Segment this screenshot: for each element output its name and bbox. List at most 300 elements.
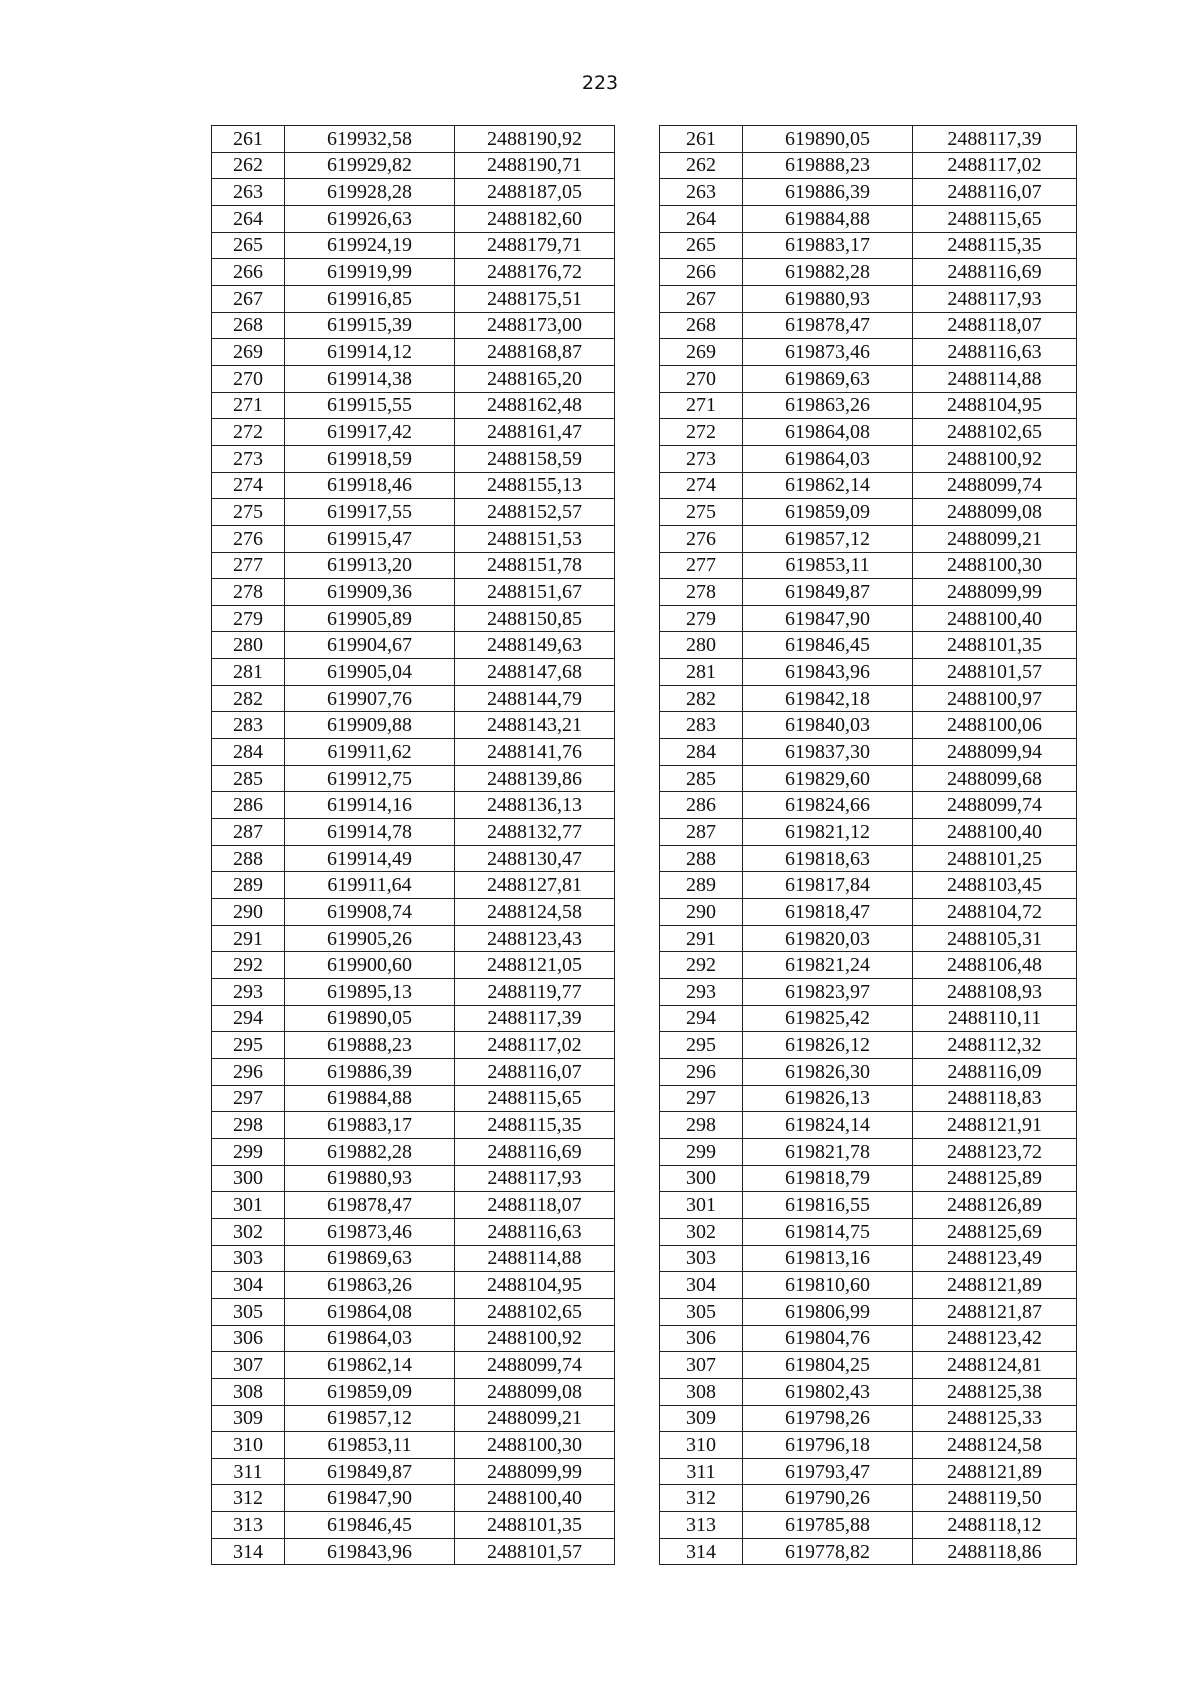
right-x-coordinate: 619862,14 <box>743 472 913 499</box>
table-row <box>212 952 1077 979</box>
left-y-coordinate: 2488151,78 <box>455 552 615 579</box>
table-row <box>212 499 1077 526</box>
left-point-number: 271 <box>212 392 285 419</box>
right-y-coordinate: 2488099,99 <box>913 579 1077 606</box>
left-y-coordinate: 2488161,47 <box>455 419 615 446</box>
left-y-coordinate: 2488114,88 <box>455 1245 615 1272</box>
left-point-number: 304 <box>212 1272 285 1299</box>
coordinates-table <box>211 125 1077 1565</box>
right-point-number: 301 <box>660 1192 743 1219</box>
right-point-number: 289 <box>660 872 743 899</box>
table-row <box>212 392 1077 419</box>
left-x-coordinate: 619905,89 <box>285 605 455 632</box>
left-x-coordinate: 619862,14 <box>285 1352 455 1379</box>
left-x-coordinate: 619900,60 <box>285 952 455 979</box>
left-point-number: 314 <box>212 1538 285 1565</box>
left-x-coordinate: 619909,88 <box>285 712 455 739</box>
left-y-coordinate: 2488116,07 <box>455 1058 615 1085</box>
table-row <box>212 659 1077 686</box>
table-row <box>212 1005 1077 1032</box>
right-x-coordinate: 619884,88 <box>743 205 913 232</box>
right-point-number: 264 <box>660 205 743 232</box>
table-row <box>212 1458 1077 1485</box>
empty-separator-cell <box>615 925 660 952</box>
right-x-coordinate: 619793,47 <box>743 1458 913 1485</box>
right-y-coordinate: 2488105,31 <box>913 925 1077 952</box>
right-y-coordinate: 2488125,33 <box>913 1405 1077 1432</box>
left-y-coordinate: 2488155,13 <box>455 472 615 499</box>
left-point-number: 274 <box>212 472 285 499</box>
empty-separator-cell <box>615 205 660 232</box>
right-x-coordinate: 619813,16 <box>743 1245 913 1272</box>
left-y-coordinate: 2488127,81 <box>455 872 615 899</box>
right-point-number: 309 <box>660 1405 743 1432</box>
empty-separator-cell <box>615 499 660 526</box>
left-point-number: 267 <box>212 285 285 312</box>
left-y-coordinate: 2488173,00 <box>455 312 615 339</box>
empty-separator-cell <box>615 1378 660 1405</box>
empty-separator-cell <box>615 232 660 259</box>
table-row <box>212 285 1077 312</box>
left-y-coordinate: 2488101,57 <box>455 1538 615 1565</box>
right-y-coordinate: 2488101,57 <box>913 659 1077 686</box>
right-point-number: 299 <box>660 1138 743 1165</box>
left-point-number: 280 <box>212 632 285 659</box>
left-point-number: 269 <box>212 339 285 366</box>
right-y-coordinate: 2488116,63 <box>913 339 1077 366</box>
table-row <box>212 1272 1077 1299</box>
left-x-coordinate: 619911,64 <box>285 872 455 899</box>
right-point-number: 262 <box>660 152 743 179</box>
right-x-coordinate: 619859,09 <box>743 499 913 526</box>
empty-separator-cell <box>615 1218 660 1245</box>
left-y-coordinate: 2488099,99 <box>455 1458 615 1485</box>
left-x-coordinate: 619905,26 <box>285 925 455 952</box>
left-point-number: 306 <box>212 1325 285 1352</box>
right-y-coordinate: 2488103,45 <box>913 872 1077 899</box>
left-point-number: 261 <box>212 126 285 153</box>
right-x-coordinate: 619888,23 <box>743 152 913 179</box>
right-y-coordinate: 2488102,65 <box>913 419 1077 446</box>
right-point-number: 266 <box>660 259 743 286</box>
right-x-coordinate: 619821,78 <box>743 1138 913 1165</box>
left-y-coordinate: 2488179,71 <box>455 232 615 259</box>
left-x-coordinate: 619859,09 <box>285 1378 455 1405</box>
left-y-coordinate: 2488102,65 <box>455 1298 615 1325</box>
table-row <box>212 1352 1077 1379</box>
left-x-coordinate: 619912,75 <box>285 765 455 792</box>
left-point-number: 302 <box>212 1218 285 1245</box>
right-point-number: 305 <box>660 1298 743 1325</box>
left-y-coordinate: 2488100,30 <box>455 1432 615 1459</box>
left-x-coordinate: 619914,38 <box>285 365 455 392</box>
right-y-coordinate: 2488125,89 <box>913 1165 1077 1192</box>
left-point-number: 285 <box>212 765 285 792</box>
right-x-coordinate: 619847,90 <box>743 605 913 632</box>
right-x-coordinate: 619864,08 <box>743 419 913 446</box>
right-point-number: 290 <box>660 899 743 926</box>
table-row <box>212 259 1077 286</box>
right-y-coordinate: 2488118,12 <box>913 1512 1077 1539</box>
table-row <box>212 765 1077 792</box>
empty-separator-cell <box>615 525 660 552</box>
left-y-coordinate: 2488151,67 <box>455 579 615 606</box>
empty-separator-cell <box>615 1112 660 1139</box>
left-point-number: 275 <box>212 499 285 526</box>
right-y-coordinate: 2488104,72 <box>913 899 1077 926</box>
left-point-number: 282 <box>212 685 285 712</box>
right-y-coordinate: 2488106,48 <box>913 952 1077 979</box>
right-x-coordinate: 619843,96 <box>743 659 913 686</box>
right-point-number: 292 <box>660 952 743 979</box>
left-point-number: 292 <box>212 952 285 979</box>
left-point-number: 262 <box>212 152 285 179</box>
left-point-number: 307 <box>212 1352 285 1379</box>
right-point-number: 284 <box>660 739 743 766</box>
table-row <box>212 1512 1077 1539</box>
left-x-coordinate: 619886,39 <box>285 1058 455 1085</box>
left-x-coordinate: 619911,62 <box>285 739 455 766</box>
empty-separator-cell <box>615 659 660 686</box>
left-point-number: 290 <box>212 899 285 926</box>
left-y-coordinate: 2488117,02 <box>455 1032 615 1059</box>
left-point-number: 291 <box>212 925 285 952</box>
left-point-number: 309 <box>212 1405 285 1432</box>
left-y-coordinate: 2488100,92 <box>455 1325 615 1352</box>
table-row <box>212 925 1077 952</box>
table-row <box>212 819 1077 846</box>
left-x-coordinate: 619883,17 <box>285 1112 455 1139</box>
empty-separator-cell <box>615 445 660 472</box>
left-y-coordinate: 2488132,77 <box>455 819 615 846</box>
right-y-coordinate: 2488100,40 <box>913 605 1077 632</box>
left-x-coordinate: 619880,93 <box>285 1165 455 1192</box>
left-point-number: 264 <box>212 205 285 232</box>
left-x-coordinate: 619873,46 <box>285 1218 455 1245</box>
right-x-coordinate: 619823,97 <box>743 979 913 1006</box>
left-y-coordinate: 2488150,85 <box>455 605 615 632</box>
left-y-coordinate: 2488116,69 <box>455 1138 615 1165</box>
right-y-coordinate: 2488099,08 <box>913 499 1077 526</box>
right-y-coordinate: 2488100,97 <box>913 685 1077 712</box>
right-point-number: 275 <box>660 499 743 526</box>
left-y-coordinate: 2488099,74 <box>455 1352 615 1379</box>
empty-separator-cell <box>615 605 660 632</box>
right-x-coordinate: 619825,42 <box>743 1005 913 1032</box>
right-point-number: 310 <box>660 1432 743 1459</box>
empty-separator-cell <box>615 739 660 766</box>
right-point-number: 270 <box>660 365 743 392</box>
right-x-coordinate: 619849,87 <box>743 579 913 606</box>
table-row <box>212 152 1077 179</box>
empty-separator-cell <box>615 1325 660 1352</box>
table-row <box>212 1245 1077 1272</box>
empty-separator-cell <box>615 1058 660 1085</box>
left-point-number: 266 <box>212 259 285 286</box>
left-y-coordinate: 2488158,59 <box>455 445 615 472</box>
left-point-number: 300 <box>212 1165 285 1192</box>
left-x-coordinate: 619914,49 <box>285 845 455 872</box>
empty-separator-cell <box>615 1005 660 1032</box>
left-point-number: 310 <box>212 1432 285 1459</box>
right-point-number: 265 <box>660 232 743 259</box>
left-x-coordinate: 619864,03 <box>285 1325 455 1352</box>
left-point-number: 308 <box>212 1378 285 1405</box>
right-x-coordinate: 619840,03 <box>743 712 913 739</box>
right-point-number: 267 <box>660 285 743 312</box>
left-y-coordinate: 2488118,07 <box>455 1192 615 1219</box>
right-y-coordinate: 2488123,72 <box>913 1138 1077 1165</box>
right-point-number: 311 <box>660 1458 743 1485</box>
left-x-coordinate: 619853,11 <box>285 1432 455 1459</box>
right-point-number: 298 <box>660 1112 743 1139</box>
left-x-coordinate: 619847,90 <box>285 1485 455 1512</box>
right-y-coordinate: 2488118,07 <box>913 312 1077 339</box>
left-point-number: 276 <box>212 525 285 552</box>
table-row <box>212 872 1077 899</box>
left-x-coordinate: 619915,55 <box>285 392 455 419</box>
right-point-number: 273 <box>660 445 743 472</box>
left-x-coordinate: 619929,82 <box>285 152 455 179</box>
right-point-number: 300 <box>660 1165 743 1192</box>
right-point-number: 302 <box>660 1218 743 1245</box>
right-point-number: 297 <box>660 1085 743 1112</box>
right-x-coordinate: 619798,26 <box>743 1405 913 1432</box>
right-y-coordinate: 2488100,30 <box>913 552 1077 579</box>
left-y-coordinate: 2488144,79 <box>455 685 615 712</box>
right-y-coordinate: 2488121,91 <box>913 1112 1077 1139</box>
left-x-coordinate: 619928,28 <box>285 179 455 206</box>
right-x-coordinate: 619785,88 <box>743 1512 913 1539</box>
left-x-coordinate: 619888,23 <box>285 1032 455 1059</box>
left-y-coordinate: 2488101,35 <box>455 1512 615 1539</box>
empty-separator-cell <box>615 1405 660 1432</box>
right-y-coordinate: 2488115,35 <box>913 232 1077 259</box>
right-x-coordinate: 619778,82 <box>743 1538 913 1565</box>
empty-separator-cell <box>615 1085 660 1112</box>
right-x-coordinate: 619804,25 <box>743 1352 913 1379</box>
left-point-number: 301 <box>212 1192 285 1219</box>
left-point-number: 281 <box>212 659 285 686</box>
right-point-number: 281 <box>660 659 743 686</box>
right-x-coordinate: 619864,03 <box>743 445 913 472</box>
left-point-number: 284 <box>212 739 285 766</box>
left-y-coordinate: 2488182,60 <box>455 205 615 232</box>
left-x-coordinate: 619926,63 <box>285 205 455 232</box>
empty-separator-cell <box>615 952 660 979</box>
table-row <box>212 1432 1077 1459</box>
right-point-number: 274 <box>660 472 743 499</box>
table-row <box>212 1378 1077 1405</box>
empty-separator-cell <box>615 792 660 819</box>
empty-separator-cell <box>615 419 660 446</box>
left-x-coordinate: 619919,99 <box>285 259 455 286</box>
table-row <box>212 339 1077 366</box>
table-row <box>212 472 1077 499</box>
empty-separator-cell <box>615 1032 660 1059</box>
left-y-coordinate: 2488190,92 <box>455 126 615 153</box>
empty-separator-cell <box>615 579 660 606</box>
empty-separator-cell <box>615 845 660 872</box>
left-point-number: 289 <box>212 872 285 899</box>
empty-separator-cell <box>615 1512 660 1539</box>
right-x-coordinate: 619818,79 <box>743 1165 913 1192</box>
right-y-coordinate: 2488118,86 <box>913 1538 1077 1565</box>
left-y-coordinate: 2488162,48 <box>455 392 615 419</box>
left-y-coordinate: 2488100,40 <box>455 1485 615 1512</box>
right-y-coordinate: 2488108,93 <box>913 979 1077 1006</box>
left-y-coordinate: 2488176,72 <box>455 259 615 286</box>
table-row <box>212 445 1077 472</box>
table-row <box>212 845 1077 872</box>
right-x-coordinate: 619837,30 <box>743 739 913 766</box>
left-x-coordinate: 619846,45 <box>285 1512 455 1539</box>
left-y-coordinate: 2488149,63 <box>455 632 615 659</box>
right-y-coordinate: 2488117,02 <box>913 152 1077 179</box>
right-x-coordinate: 619846,45 <box>743 632 913 659</box>
table-row <box>212 899 1077 926</box>
table-row <box>212 312 1077 339</box>
right-point-number: 308 <box>660 1378 743 1405</box>
right-x-coordinate: 619821,24 <box>743 952 913 979</box>
table-row <box>212 1138 1077 1165</box>
left-x-coordinate: 619863,26 <box>285 1272 455 1299</box>
right-x-coordinate: 619824,14 <box>743 1112 913 1139</box>
left-point-number: 293 <box>212 979 285 1006</box>
table-row <box>212 525 1077 552</box>
left-x-coordinate: 619849,87 <box>285 1458 455 1485</box>
empty-separator-cell <box>615 552 660 579</box>
left-y-coordinate: 2488115,65 <box>455 1085 615 1112</box>
empty-separator-cell <box>615 472 660 499</box>
empty-separator-cell <box>615 1485 660 1512</box>
left-y-coordinate: 2488117,93 <box>455 1165 615 1192</box>
empty-separator-cell <box>615 685 660 712</box>
left-x-coordinate: 619924,19 <box>285 232 455 259</box>
right-point-number: 304 <box>660 1272 743 1299</box>
left-point-number: 298 <box>212 1112 285 1139</box>
right-y-coordinate: 2488117,93 <box>913 285 1077 312</box>
right-x-coordinate: 619857,12 <box>743 525 913 552</box>
left-x-coordinate: 619918,46 <box>285 472 455 499</box>
left-point-number: 283 <box>212 712 285 739</box>
right-point-number: 263 <box>660 179 743 206</box>
right-x-coordinate: 619826,13 <box>743 1085 913 1112</box>
empty-separator-cell <box>615 979 660 1006</box>
left-point-number: 296 <box>212 1058 285 1085</box>
table-row <box>212 552 1077 579</box>
right-x-coordinate: 619882,28 <box>743 259 913 286</box>
left-point-number: 287 <box>212 819 285 846</box>
left-x-coordinate: 619890,05 <box>285 1005 455 1032</box>
left-y-coordinate: 2488139,86 <box>455 765 615 792</box>
left-x-coordinate: 619914,12 <box>285 339 455 366</box>
empty-separator-cell <box>615 1165 660 1192</box>
empty-separator-cell <box>615 1458 660 1485</box>
left-point-number: 297 <box>212 1085 285 1112</box>
empty-separator-cell <box>615 126 660 153</box>
right-point-number: 268 <box>660 312 743 339</box>
right-point-number: 285 <box>660 765 743 792</box>
left-x-coordinate: 619864,08 <box>285 1298 455 1325</box>
empty-separator-cell <box>615 179 660 206</box>
empty-separator-cell <box>615 339 660 366</box>
right-point-number: 269 <box>660 339 743 366</box>
right-x-coordinate: 619814,75 <box>743 1218 913 1245</box>
table-row <box>212 1165 1077 1192</box>
left-point-number: 312 <box>212 1485 285 1512</box>
right-point-number: 271 <box>660 392 743 419</box>
coordinates-table-body <box>212 126 1077 1565</box>
right-x-coordinate: 619863,26 <box>743 392 913 419</box>
empty-separator-cell <box>615 899 660 926</box>
left-x-coordinate: 619905,04 <box>285 659 455 686</box>
table-row <box>212 712 1077 739</box>
left-x-coordinate: 619917,42 <box>285 419 455 446</box>
empty-separator-cell <box>615 312 660 339</box>
right-x-coordinate: 619817,84 <box>743 872 913 899</box>
right-y-coordinate: 2488101,25 <box>913 845 1077 872</box>
right-x-coordinate: 619842,18 <box>743 685 913 712</box>
right-x-coordinate: 619818,63 <box>743 845 913 872</box>
left-point-number: 268 <box>212 312 285 339</box>
right-x-coordinate: 619853,11 <box>743 552 913 579</box>
right-y-coordinate: 2488100,06 <box>913 712 1077 739</box>
empty-separator-cell <box>615 872 660 899</box>
right-y-coordinate: 2488121,89 <box>913 1458 1077 1485</box>
left-y-coordinate: 2488123,43 <box>455 925 615 952</box>
left-x-coordinate: 619913,20 <box>285 552 455 579</box>
right-y-coordinate: 2488099,74 <box>913 792 1077 819</box>
left-y-coordinate: 2488119,77 <box>455 979 615 1006</box>
right-x-coordinate: 619826,30 <box>743 1058 913 1085</box>
table-row <box>212 1218 1077 1245</box>
table-row <box>212 605 1077 632</box>
left-x-coordinate: 619918,59 <box>285 445 455 472</box>
right-y-coordinate: 2488118,83 <box>913 1085 1077 1112</box>
right-x-coordinate: 619796,18 <box>743 1432 913 1459</box>
right-point-number: 307 <box>660 1352 743 1379</box>
right-y-coordinate: 2488126,89 <box>913 1192 1077 1219</box>
right-y-coordinate: 2488121,89 <box>913 1272 1077 1299</box>
left-point-number: 263 <box>212 179 285 206</box>
right-point-number: 283 <box>660 712 743 739</box>
table-row <box>212 1058 1077 1085</box>
table-row <box>212 1112 1077 1139</box>
left-point-number: 270 <box>212 365 285 392</box>
left-x-coordinate: 619917,55 <box>285 499 455 526</box>
empty-separator-cell <box>615 285 660 312</box>
empty-separator-cell <box>615 1432 660 1459</box>
right-point-number: 291 <box>660 925 743 952</box>
left-y-coordinate: 2488143,21 <box>455 712 615 739</box>
left-point-number: 288 <box>212 845 285 872</box>
left-x-coordinate: 619882,28 <box>285 1138 455 1165</box>
empty-separator-cell <box>615 1298 660 1325</box>
left-y-coordinate: 2488175,51 <box>455 285 615 312</box>
right-y-coordinate: 2488112,32 <box>913 1032 1077 1059</box>
right-y-coordinate: 2488114,88 <box>913 365 1077 392</box>
table-row <box>212 579 1077 606</box>
left-point-number: 273 <box>212 445 285 472</box>
right-y-coordinate: 2488100,92 <box>913 445 1077 472</box>
left-x-coordinate: 619884,88 <box>285 1085 455 1112</box>
left-x-coordinate: 619904,67 <box>285 632 455 659</box>
left-point-number: 295 <box>212 1032 285 1059</box>
left-x-coordinate: 619843,96 <box>285 1538 455 1565</box>
right-y-coordinate: 2488116,69 <box>913 259 1077 286</box>
left-point-number: 279 <box>212 605 285 632</box>
